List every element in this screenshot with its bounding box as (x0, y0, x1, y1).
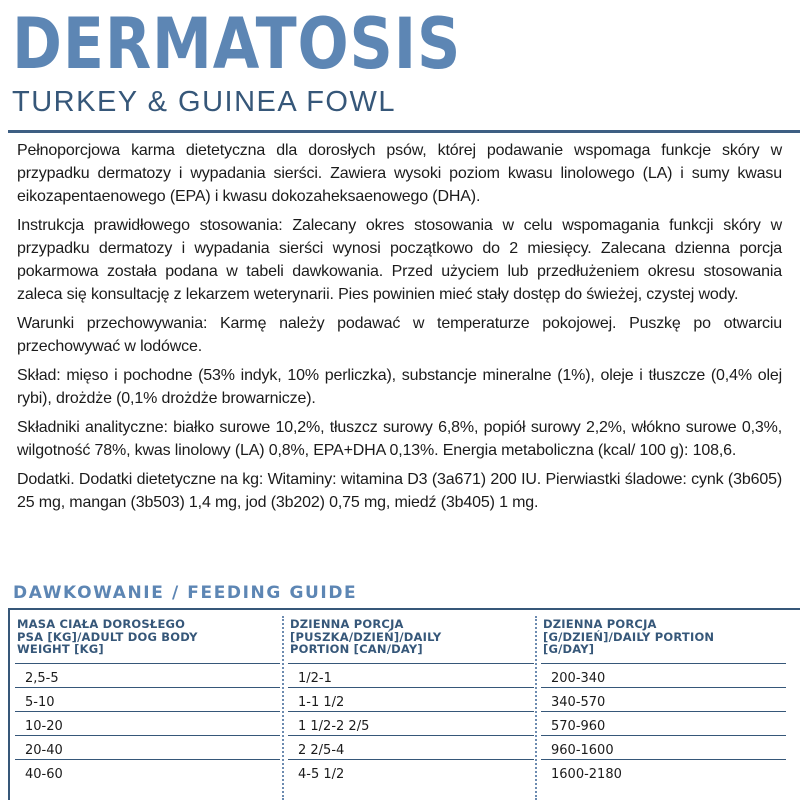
header-divider (8, 130, 800, 133)
column-header (541, 611, 786, 664)
table-cell: 200-340 (541, 664, 786, 688)
table-cell: 2,5-5 (15, 664, 280, 688)
table-cell: 570-960 (541, 712, 786, 736)
table-cell: 40-60 (25, 767, 63, 782)
table-cell: 20-40 (15, 736, 280, 760)
column-header-line: MASA CIAŁA DOROSŁEGO (17, 617, 186, 631)
column-header-line: DZIENNA PORCJA (290, 617, 404, 631)
column-header-line: [G/DZIEŃ]/DAILY PORTION (543, 629, 715, 644)
composition-paragraph: Skład: mięso i pochodne (53% indyk, 10% perliczka), substancje mineralne (1%), oleje i tłuszcze (0,4% olej rybi), drożdże (0,1% drożdże browarnicze). (17, 367, 782, 407)
table-cell: 1/2-1 (288, 664, 534, 688)
column-header-line: [G/DAY] (543, 642, 595, 656)
storage-conditions-paragraph: Warunki przechowywania: Karmę należy podawać w temperaturze pokojowej. Puszkę po otwarciu przechowywać w lodówce. (17, 315, 782, 355)
column-header (288, 611, 534, 664)
table-cell: 4-5 1/2 (298, 767, 345, 782)
daily-portion-cans-column (288, 611, 534, 800)
product-title: DERMATOSIS (12, 3, 462, 85)
feeding-guide-title: DAWKOWANIE / FEEDING GUIDE (13, 583, 358, 603)
body-weight-column (15, 611, 280, 800)
column-divider (282, 616, 284, 800)
column-header-line: PORTION [CAN/DAY] (290, 642, 423, 656)
usage-instructions-paragraph: Instrukcja prawidłowego stosowania: Zalecany okres stosowania w celu wspomagania funkcji skóry w przypadku dermatozy i wypadania sierści wynosi początkowo do 2 miesięcy. Zalecana dzienna porcja pokarmowa została podana w tabeli dawkowania. Przed użyciem lub przedłużeniem okresu stosowania zaleca się konsultację z lekarzem weterynarii. Pies powinien mieć stały dostęp do świeżej, czystej wody. (17, 217, 782, 303)
table-cell: 1600-2180 (551, 767, 622, 782)
column-divider (535, 616, 537, 800)
column-header-line: [PUSZKA/DZIEŃ]/DAILY (290, 629, 442, 644)
column-header-line: PSA [KG]/ADULT DOG BODY (17, 629, 198, 644)
daily-portion-grams-column (541, 611, 786, 800)
product-description (17, 139, 782, 520)
analytical-constituents-paragraph: Składniki analityczne: białko surowe 10,2%, tłuszcz surowy 6,8%, popiół surowy 2,2%, włókno surowe 0,3%, wilgotność 78%, kwas linolowy (LA) 0,8%, EPA+DHA 0,13%. Energia metaboliczna (kcal/ 100 g): 108,6. (17, 419, 782, 459)
table-cell: 5-10 (15, 688, 280, 712)
product-subtitle: TURKEY & GUINEA FOWL (12, 86, 396, 118)
table-cell: 2 2/5-4 (288, 736, 534, 760)
column-header (15, 611, 280, 664)
table-cell: 340-570 (541, 688, 786, 712)
additives-paragraph: Dodatki. Dodatki dietetyczne na kg: Witaminy: witamina D3 (3a671) 200 IU. Pierwiastki śladowe: cynk (3b605) 25 mg, mangan (3b503) 1,4 mg, jod (3b202) 0,75 mg, miedź (3b405) 1 mg. (17, 471, 782, 511)
table-cell: 1 1/2-2 2/5 (288, 712, 534, 736)
column-header-line: WEIGHT [KG] (17, 642, 104, 656)
column-header-line: DZIENNA PORCJA (543, 617, 657, 631)
table-cell: 960-1600 (541, 736, 786, 760)
table-cell: 10-20 (15, 712, 280, 736)
table-cell: 1-1 1/2 (288, 688, 534, 712)
description-paragraph: Pełnoporcjowa karma dietetyczna dla dorosłych psów, której podawanie wspomaga funkcje skóry w przypadku dermatozy i wypadania sierści. Zawiera wysoki poziom kwasu linolowego (LA) i sumy kwasu eikozapentaenowego (EPA) i kwasu dokozaheksaenowego (DHA). (17, 142, 782, 205)
